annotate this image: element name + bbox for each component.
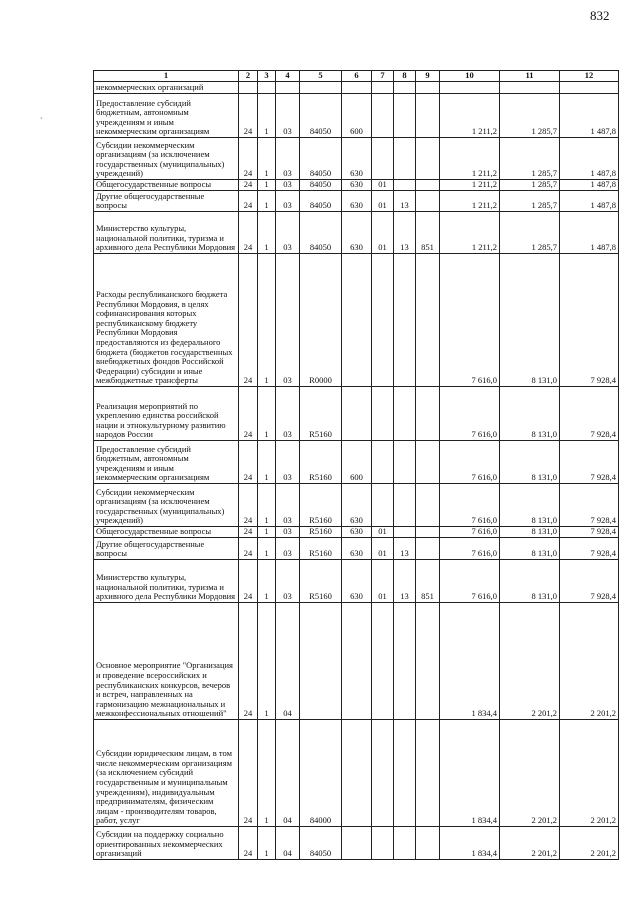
- table-row: [94, 138, 619, 180]
- column-7-cell: [372, 387, 394, 441]
- column-6-cell: 630: [342, 191, 372, 212]
- column-12-cell: 7 928,4: [560, 538, 619, 560]
- column-4-cell: [276, 82, 300, 94]
- column-8-cell: [394, 484, 416, 527]
- column-5-cell: 84000: [300, 720, 342, 827]
- column-7-cell: [372, 720, 394, 827]
- row-name-cell: Субсидии на поддержку социально ориентированных некоммерческих организаций: [94, 827, 239, 860]
- column-5-cell: R5160: [300, 560, 342, 603]
- table-row: [94, 527, 619, 538]
- column-3-cell: 1: [258, 527, 276, 538]
- column-6-cell: [342, 387, 372, 441]
- column-header: 4: [276, 71, 300, 82]
- column-7-cell: 01: [372, 212, 394, 254]
- column-7-cell: [372, 827, 394, 860]
- column-12-cell: 7 928,4: [560, 441, 619, 484]
- column-10-cell: 7 616,0: [440, 387, 500, 441]
- column-5-cell: 84050: [300, 827, 342, 860]
- column-2-cell: 24: [239, 720, 258, 827]
- column-2-cell: 24: [239, 560, 258, 603]
- column-8-cell: [394, 720, 416, 827]
- column-header: 9: [416, 71, 440, 82]
- column-8-cell: 13: [394, 191, 416, 212]
- column-2-cell: 24: [239, 94, 258, 138]
- column-3-cell: 1: [258, 538, 276, 560]
- column-10-cell: 7 616,0: [440, 484, 500, 527]
- column-11-cell: 1 285,7: [500, 212, 560, 254]
- column-10-cell: 1 834,4: [440, 603, 500, 720]
- column-4-cell: 03: [276, 180, 300, 191]
- column-4-cell: 03: [276, 94, 300, 138]
- table-row: [94, 827, 619, 860]
- budget-table: [93, 70, 619, 860]
- column-3-cell: 1: [258, 603, 276, 720]
- table-row: [94, 560, 619, 603]
- column-11-cell: 1 285,7: [500, 191, 560, 212]
- row-name-cell: Основное мероприятие "Организация и проведение всероссийских и республиканских конкурсов, вечеров и встреч, направленных на гармонизацию межнациональных и межконфессиональных отношений": [94, 603, 239, 720]
- table-row: [94, 191, 619, 212]
- column-header: 1: [94, 71, 239, 82]
- column-2-cell: 24: [239, 538, 258, 560]
- column-5-cell: [300, 603, 342, 720]
- column-3-cell: 1: [258, 212, 276, 254]
- column-5-cell: R5160: [300, 527, 342, 538]
- table-row: [94, 94, 619, 138]
- column-2-cell: 24: [239, 827, 258, 860]
- column-10-cell: 1 211,2: [440, 94, 500, 138]
- column-4-cell: 03: [276, 484, 300, 527]
- column-9-cell: [416, 254, 440, 387]
- column-11-cell: 8 131,0: [500, 387, 560, 441]
- column-5-cell: 84050: [300, 180, 342, 191]
- row-name-cell: Субсидии юридическим лицам, в том числе некоммерческим организациям (за исключением субсидий государственным и муниципальным учреждениям), индивидуальным предпринимателям, физическим лицам - производителям товаров, работ, услуг: [94, 720, 239, 827]
- column-8-cell: [394, 82, 416, 94]
- column-10-cell: 1 211,2: [440, 212, 500, 254]
- row-name-cell: Общегосударственные вопросы: [94, 527, 239, 538]
- column-6-cell: [342, 603, 372, 720]
- column-8-cell: 13: [394, 212, 416, 254]
- column-12-cell: 7 928,4: [560, 484, 619, 527]
- column-4-cell: 03: [276, 191, 300, 212]
- table-row: [94, 538, 619, 560]
- column-9-cell: [416, 82, 440, 94]
- column-8-cell: [394, 387, 416, 441]
- column-5-cell: R5160: [300, 387, 342, 441]
- column-5-cell: R0000: [300, 254, 342, 387]
- row-name-cell: Субсидии некоммерческим организациям (за исключением государственных (муниципальных) учреждений): [94, 484, 239, 527]
- column-11-cell: 2 201,2: [500, 603, 560, 720]
- table-row: [94, 603, 619, 720]
- column-10-cell: 1 211,2: [440, 191, 500, 212]
- row-name-cell: Другие общегосударственные вопросы: [94, 538, 239, 560]
- column-header: 11: [500, 71, 560, 82]
- column-2-cell: 24: [239, 484, 258, 527]
- column-12-cell: 1 487,8: [560, 180, 619, 191]
- column-3-cell: 1: [258, 827, 276, 860]
- column-10-cell: 1 834,4: [440, 720, 500, 827]
- column-12-cell: 1 487,8: [560, 94, 619, 138]
- table-row: [94, 82, 619, 94]
- column-8-cell: [394, 827, 416, 860]
- row-name-cell: Предоставление субсидий бюджетным, автономным учреждениям и иным некоммерческим организациям: [94, 94, 239, 138]
- column-9-cell: 851: [416, 560, 440, 603]
- column-2-cell: [239, 82, 258, 94]
- column-3-cell: 1: [258, 191, 276, 212]
- column-header: 10: [440, 71, 500, 82]
- column-7-cell: 01: [372, 180, 394, 191]
- column-4-cell: 03: [276, 527, 300, 538]
- column-3-cell: 1: [258, 720, 276, 827]
- column-8-cell: [394, 180, 416, 191]
- column-11-cell: 1 285,7: [500, 94, 560, 138]
- column-7-cell: [372, 138, 394, 180]
- column-10-cell: 1 211,2: [440, 138, 500, 180]
- column-2-cell: 24: [239, 603, 258, 720]
- table-row: [94, 212, 619, 254]
- column-12-cell: 2 201,2: [560, 827, 619, 860]
- column-8-cell: [394, 138, 416, 180]
- column-6-cell: 630: [342, 138, 372, 180]
- column-9-cell: 851: [416, 212, 440, 254]
- row-name-cell: некоммерческих организаций: [94, 82, 239, 94]
- column-3-cell: 1: [258, 138, 276, 180]
- column-2-cell: 24: [239, 441, 258, 484]
- row-name-cell: Расходы республиканского бюджета Республики Мордовия, в целях софинансирования которых республиканскому бюджету Республики Мордовия предоставляются из федерального бюджета (бюджетов государственных внебюджетных фондов Российской Федерации) субсидии и иные межбюджетные трансферты: [94, 254, 239, 387]
- column-12-cell: 7 928,4: [560, 527, 619, 538]
- table-row: [94, 441, 619, 484]
- column-9-cell: [416, 527, 440, 538]
- column-8-cell: [394, 254, 416, 387]
- column-5-cell: 84050: [300, 94, 342, 138]
- column-4-cell: 03: [276, 441, 300, 484]
- column-2-cell: 24: [239, 254, 258, 387]
- column-6-cell: 630: [342, 484, 372, 527]
- column-9-cell: [416, 538, 440, 560]
- table-row: [94, 720, 619, 827]
- column-4-cell: 03: [276, 212, 300, 254]
- column-9-cell: [416, 94, 440, 138]
- column-5-cell: 84050: [300, 212, 342, 254]
- column-7-cell: [372, 603, 394, 720]
- column-9-cell: [416, 387, 440, 441]
- row-name-cell: Министерство культуры, национальной политики, туризма и архивного дела Республики Мордовия: [94, 560, 239, 603]
- column-12-cell: 7 928,4: [560, 387, 619, 441]
- column-10-cell: 7 616,0: [440, 254, 500, 387]
- column-11-cell: 1 285,7: [500, 180, 560, 191]
- table-row: [94, 387, 619, 441]
- column-10-cell: 1 211,2: [440, 180, 500, 191]
- column-8-cell: [394, 94, 416, 138]
- column-9-cell: [416, 191, 440, 212]
- column-4-cell: 03: [276, 387, 300, 441]
- column-3-cell: 1: [258, 484, 276, 527]
- column-2-cell: 24: [239, 191, 258, 212]
- column-10-cell: 7 616,0: [440, 527, 500, 538]
- column-4-cell: 04: [276, 603, 300, 720]
- column-11-cell: 2 201,2: [500, 827, 560, 860]
- column-6-cell: [342, 720, 372, 827]
- column-12-cell: [560, 82, 619, 94]
- column-9-cell: [416, 827, 440, 860]
- column-10-cell: [440, 82, 500, 94]
- column-11-cell: 8 131,0: [500, 484, 560, 527]
- column-12-cell: 7 928,4: [560, 254, 619, 387]
- column-4-cell: 04: [276, 827, 300, 860]
- column-3-cell: 1: [258, 387, 276, 441]
- column-5-cell: [300, 82, 342, 94]
- column-2-cell: 24: [239, 387, 258, 441]
- column-header: 8: [394, 71, 416, 82]
- header-row: [94, 71, 619, 82]
- column-12-cell: 7 928,4: [560, 560, 619, 603]
- column-7-cell: [372, 484, 394, 527]
- column-7-cell: [372, 82, 394, 94]
- column-8-cell: 13: [394, 538, 416, 560]
- column-6-cell: [342, 827, 372, 860]
- column-7-cell: 01: [372, 560, 394, 603]
- column-10-cell: 7 616,0: [440, 441, 500, 484]
- column-9-cell: [416, 720, 440, 827]
- column-6-cell: [342, 82, 372, 94]
- column-12-cell: 2 201,2: [560, 603, 619, 720]
- column-9-cell: [416, 603, 440, 720]
- row-name-cell: Реализация мероприятий по укреплению единства российской нации и этнокультурному развитию народов России: [94, 387, 239, 441]
- scan-mark: `: [40, 116, 43, 126]
- column-4-cell: 03: [276, 538, 300, 560]
- column-11-cell: 2 201,2: [500, 720, 560, 827]
- column-6-cell: 600: [342, 94, 372, 138]
- table-row: [94, 484, 619, 527]
- row-name-cell: Субсидии некоммерческим организациям (за исключением государственных (муниципальных) учреждений): [94, 138, 239, 180]
- column-6-cell: 630: [342, 538, 372, 560]
- column-5-cell: R5160: [300, 538, 342, 560]
- column-header: 6: [342, 71, 372, 82]
- column-7-cell: [372, 441, 394, 484]
- column-4-cell: 04: [276, 720, 300, 827]
- row-name-cell: Министерство культуры, национальной политики, туризма и архивного дела Республики Мордовия: [94, 212, 239, 254]
- column-11-cell: 8 131,0: [500, 560, 560, 603]
- column-3-cell: 1: [258, 180, 276, 191]
- column-12-cell: 1 487,8: [560, 138, 619, 180]
- column-6-cell: 630: [342, 212, 372, 254]
- column-8-cell: [394, 603, 416, 720]
- table-body: [94, 71, 619, 860]
- column-8-cell: [394, 441, 416, 484]
- column-11-cell: 8 131,0: [500, 538, 560, 560]
- column-5-cell: R5160: [300, 484, 342, 527]
- column-3-cell: 1: [258, 254, 276, 387]
- column-header: 12: [560, 71, 619, 82]
- column-12-cell: 1 487,8: [560, 191, 619, 212]
- column-header: 5: [300, 71, 342, 82]
- column-2-cell: 24: [239, 180, 258, 191]
- column-11-cell: 8 131,0: [500, 441, 560, 484]
- column-4-cell: 03: [276, 138, 300, 180]
- column-6-cell: [342, 254, 372, 387]
- row-name-cell: Общегосударственные вопросы: [94, 180, 239, 191]
- column-12-cell: 1 487,8: [560, 212, 619, 254]
- column-3-cell: 1: [258, 94, 276, 138]
- column-5-cell: 84050: [300, 138, 342, 180]
- column-header: 3: [258, 71, 276, 82]
- column-11-cell: 1 285,7: [500, 138, 560, 180]
- column-3-cell: [258, 82, 276, 94]
- column-3-cell: 1: [258, 441, 276, 484]
- column-12-cell: 2 201,2: [560, 720, 619, 827]
- column-8-cell: 13: [394, 560, 416, 603]
- column-8-cell: [394, 527, 416, 538]
- column-2-cell: 24: [239, 527, 258, 538]
- column-9-cell: [416, 180, 440, 191]
- column-2-cell: 24: [239, 138, 258, 180]
- column-6-cell: 630: [342, 527, 372, 538]
- column-5-cell: 84050: [300, 191, 342, 212]
- column-9-cell: [416, 441, 440, 484]
- column-7-cell: [372, 94, 394, 138]
- column-7-cell: 01: [372, 538, 394, 560]
- column-10-cell: 1 834,4: [440, 827, 500, 860]
- column-2-cell: 24: [239, 212, 258, 254]
- column-11-cell: 8 131,0: [500, 254, 560, 387]
- column-7-cell: 01: [372, 527, 394, 538]
- column-4-cell: 03: [276, 254, 300, 387]
- column-6-cell: 600: [342, 441, 372, 484]
- column-header: 2: [239, 71, 258, 82]
- column-10-cell: 7 616,0: [440, 560, 500, 603]
- column-7-cell: 01: [372, 191, 394, 212]
- table-row: [94, 180, 619, 191]
- row-name-cell: Предоставление субсидий бюджетным, автономным учреждениям и иным некоммерческим организациям: [94, 441, 239, 484]
- column-9-cell: [416, 138, 440, 180]
- column-3-cell: 1: [258, 560, 276, 603]
- column-6-cell: 630: [342, 180, 372, 191]
- row-name-cell: Другие общегосударственные вопросы: [94, 191, 239, 212]
- column-header: 7: [372, 71, 394, 82]
- column-6-cell: 630: [342, 560, 372, 603]
- column-7-cell: [372, 254, 394, 387]
- column-4-cell: 03: [276, 560, 300, 603]
- page-number: 832: [590, 8, 610, 23]
- column-11-cell: [500, 82, 560, 94]
- column-11-cell: 8 131,0: [500, 527, 560, 538]
- column-10-cell: 7 616,0: [440, 538, 500, 560]
- column-9-cell: [416, 484, 440, 527]
- column-5-cell: R5160: [300, 441, 342, 484]
- table-row: [94, 254, 619, 387]
